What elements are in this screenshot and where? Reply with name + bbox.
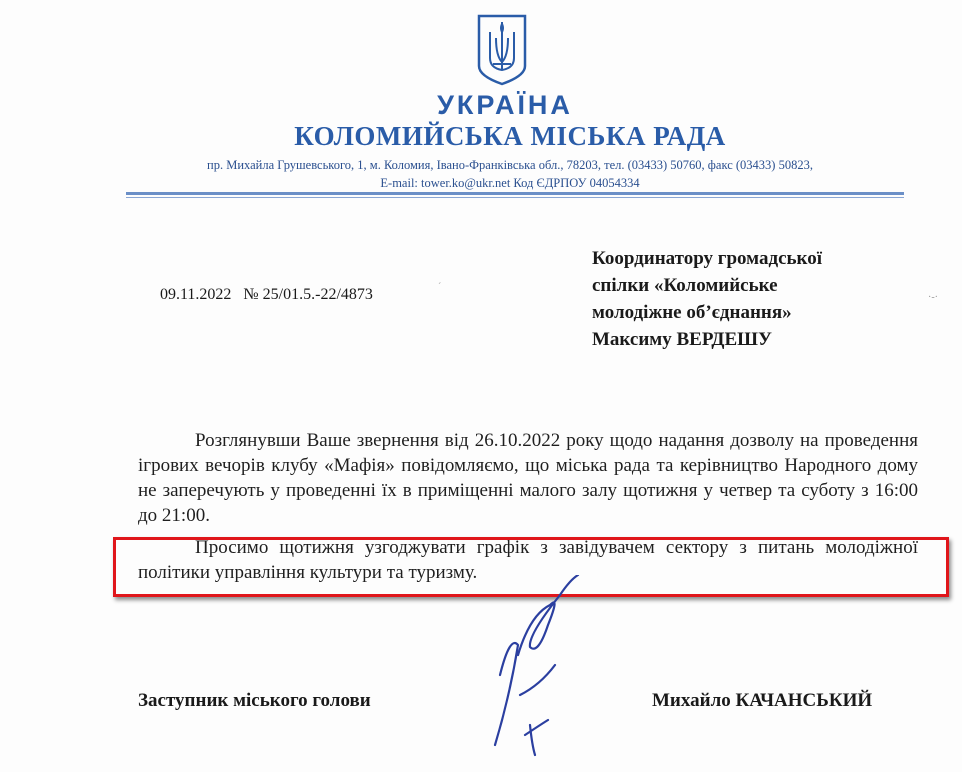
letterhead-divider-thin (126, 197, 904, 198)
addressee-line: спілки «Коломийське (592, 275, 778, 296)
addressee-block (592, 245, 822, 353)
letterhead-council-name: КОЛОМИЙСЬКА МІСЬКА РАДА (294, 121, 726, 151)
signatory-name: Михайло КАЧАНСЬКИЙ (652, 690, 873, 711)
addressee-line: Координатору громадської (592, 248, 823, 269)
body-paragraph-1: Розглянувши Ваше звернення від 26.10.2022 року щодо надання дозволу на проведення ігрових вечорів клубу «Мафія» повідомляємо, що міська рада та керівництво Народного дому не заперечують у проведенні їх в приміщенні малого залу щотижня у четвер та суботу з 16:00 до 21:00. (138, 430, 918, 526)
letterhead-country: УКРАЇНА (437, 90, 573, 120)
body-paragraph-2: Просимо щотижня узгоджувати графік з завідувачем сектору з питань молодіжної політики управління культури та туризму. (138, 537, 918, 583)
scan-speck: ´ (438, 282, 442, 293)
addressee-line: молодіжне об’єднання» (592, 302, 792, 323)
trident-coat-of-arms-icon (476, 14, 528, 86)
registration-info (160, 286, 373, 304)
letter-number: № 25/01.5.-22/4873 (243, 286, 373, 303)
signatory-position: Заступник міського голови (138, 690, 371, 711)
letterhead-address (120, 156, 900, 192)
letterhead-divider (126, 192, 904, 195)
addressee-name: Максиму ВЕРДЕШУ (592, 329, 772, 350)
address-line-2: E-mail: tower.ko@ukr.net Код ЄДРПОУ 04054334 (380, 176, 640, 190)
address-line-1: пр. Михайла Грушевського, 1, м. Коломия, Івано-Франківська обл., 78203, тел. (03433) 50760, факс (03433) 50823, (207, 158, 813, 172)
handwritten-signature-icon (470, 575, 600, 765)
letter-date: 09.11.2022 (160, 286, 232, 303)
scan-speck: ·‐· (928, 292, 938, 303)
